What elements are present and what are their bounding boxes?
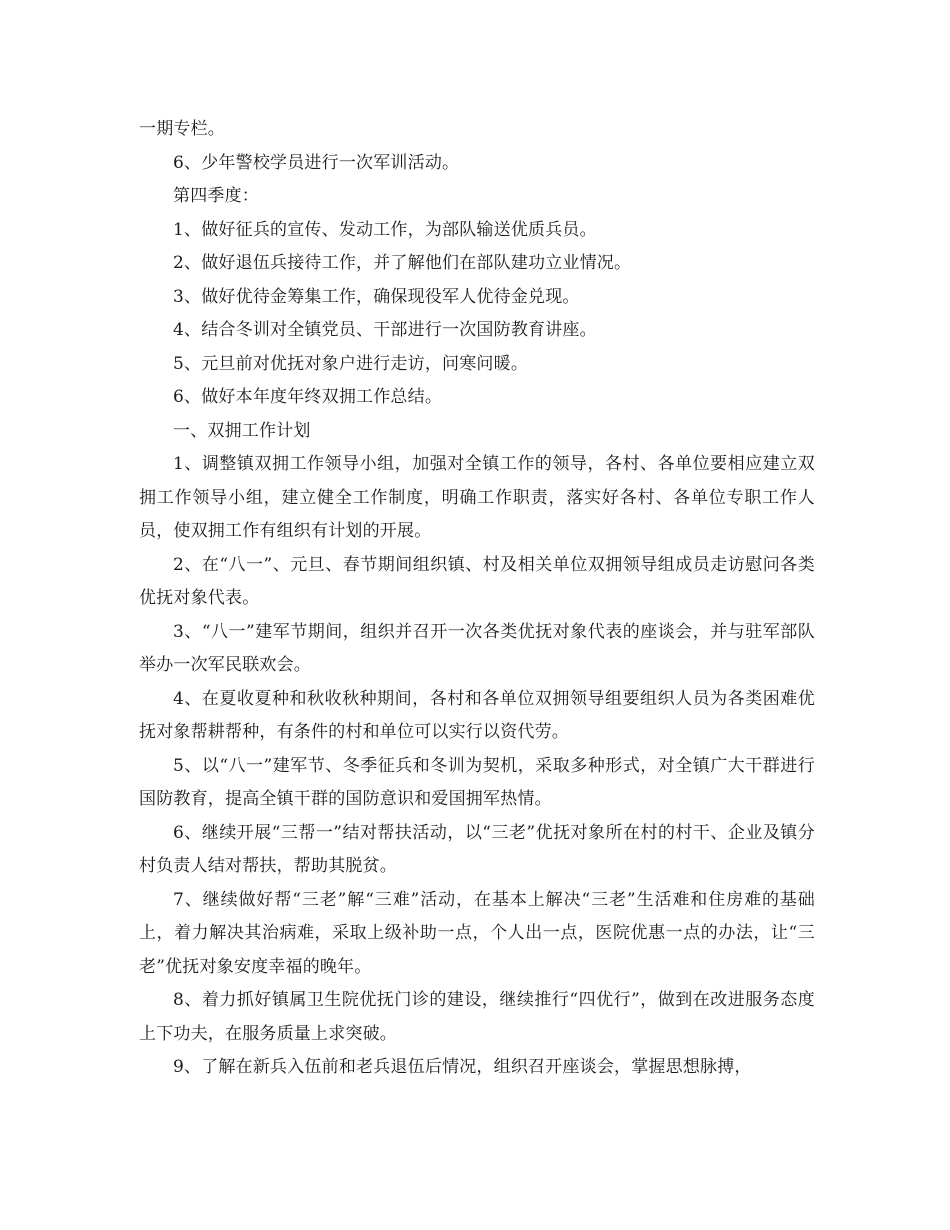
document-body bbox=[139, 113, 815, 1085]
paragraph: 3、做好优待金筹集工作，确保现役军人优待金兑现。 bbox=[173, 286, 580, 307]
paragraph: 7、继续做好帮“三老”解“三难”活动，在基本上解决“三老”生活难和住房难的基础上，着力解决其治病难，采取上级补助一点，个人出一点，医院优惠一点的办法，让“三老”优抚对象安度幸福的晚年。 bbox=[139, 889, 815, 977]
paragraph: 1、调整镇双拥工作领导小组，加强对全镇工作的领导，各村、各单位要相应建立双拥工作领导小组，建立健全工作制度，明确工作职责，落实好各村、各单位专职工作人员，使双拥工作有组织有计划的开展。 bbox=[139, 454, 815, 541]
paragraph: 6、继续开展“三帮一”结对帮扶活动，以“三老”优抚对象所在村的村干、企业及镇分村负责人结对帮扶，帮助其脱贫。 bbox=[139, 822, 815, 876]
paragraph: 5、元旦前对优抚对象户进行走访，问寒问暖。 bbox=[173, 353, 529, 374]
paragraph: 6、少年警校学员进行一次军训活动。 bbox=[173, 152, 460, 173]
paragraph: 2、在“八一”、元旦、春节期间组织镇、村及相关单位双拥领导组成员走访慰问各类优抚对象代表。 bbox=[139, 554, 815, 608]
paragraph: 1、做好征兵的宣传、发动工作，为部队输送优质兵员。 bbox=[173, 219, 597, 240]
section-heading: 一、双拥工作计划 bbox=[173, 420, 311, 441]
paragraph: 4、结合冬训对全镇党员、干部进行一次国防教育讲座。 bbox=[173, 320, 597, 340]
paragraph: 2、做好退伍兵接待工作，并了解他们在部队建功立业情况。 bbox=[173, 253, 632, 273]
paragraph: 4、在夏收夏种和秋收秋种期间，各村和各单位双拥领导组要组织人员为各类困难优抚对象帮耕帮种，有条件的村和单位可以实行以资代劳。 bbox=[139, 688, 815, 742]
paragraph: 3、“八一”建军节期间，组织并召开一次各类优抚对象代表的座谈会，并与驻军部队举办一次军民联欢会。 bbox=[139, 621, 815, 675]
paragraph: 6、做好本年度年终双拥工作总结。 bbox=[173, 387, 443, 407]
section-heading: 第四季度： bbox=[173, 186, 259, 206]
paragraph: 一期专栏。 bbox=[139, 119, 225, 139]
paragraph: 9、了解在新兵入伍前和老兵退伍后情况，组织召开座谈会，掌握思想脉搏， bbox=[173, 1057, 752, 1077]
paragraph: 5、以“八一”建军节、冬季征兵和冬训为契机，采取多种形式，对全镇广大干群进行国防教育，提高全镇干群的国防意识和爱国拥军热情。 bbox=[139, 755, 815, 809]
paragraph: 8、着力抓好镇属卫生院优抚门诊的建设，继续推行“四优行”，做到在改进服务态度上下功夫，在服务质量上求突破。 bbox=[139, 990, 815, 1044]
